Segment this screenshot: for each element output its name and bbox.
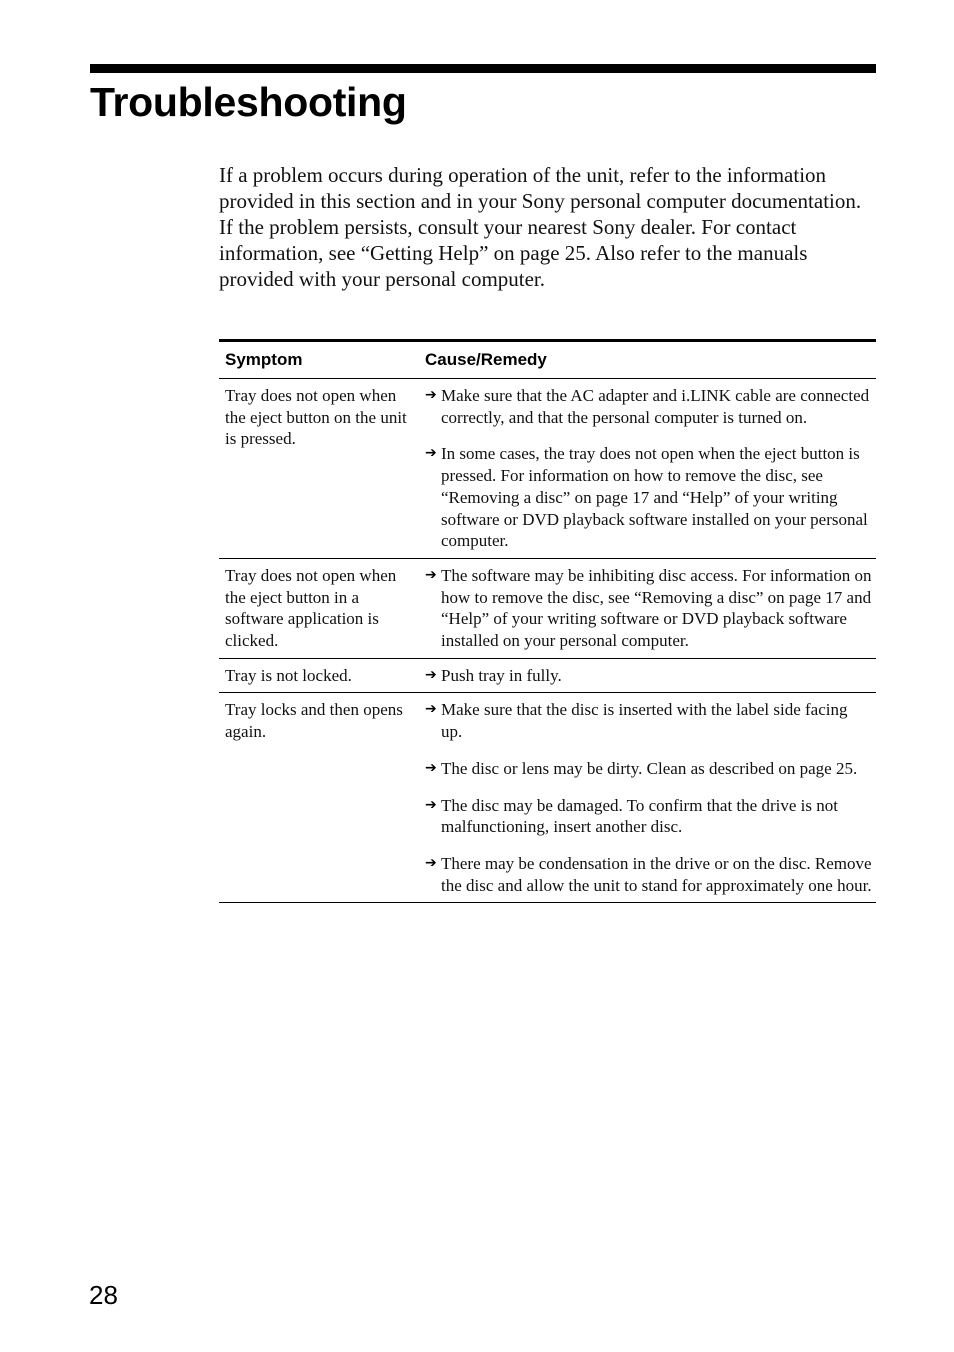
table-row	[219, 658, 876, 693]
remedy-cell	[419, 558, 876, 658]
right-arrow-icon: ➔	[425, 796, 437, 813]
remedy-text: Make sure that the disc is inserted with the label side facing up.	[441, 700, 848, 742]
remedy-text: Make sure that the AC adapter and i.LINK cable are connected correctly, and that the personal computer is turned on.	[441, 386, 870, 427]
remedy-cell	[419, 693, 876, 903]
table-row	[219, 379, 876, 559]
page-title: Troubleshooting	[90, 79, 407, 125]
page-number: 28	[89, 1280, 118, 1310]
symptom-cell: Tray does not open when the eject button on the unit is pressed.	[219, 379, 419, 559]
table-row	[219, 558, 876, 658]
title-rule	[90, 64, 876, 73]
remedy-text: There may be condensation in the drive or on the disc. Remove the disc and allow the unit to stand for approximately one hour.	[441, 853, 872, 895]
remedy-text: The disc or lens may be dirty. Clean as described on page 25.	[441, 758, 858, 778]
remedy-item	[425, 699, 872, 742]
troubleshooting-table	[219, 339, 876, 903]
remedy-item	[425, 443, 872, 552]
remedy-cell	[419, 379, 876, 559]
remedy-text: In some cases, the tray does not open when the eject button is pressed. For information on how to remove the disc, see “Removing a disc” on page 17 and “Help” of your writing software or DVD playback software installed on your personal computer.	[441, 444, 868, 551]
remedy-header: Cause/Remedy	[419, 341, 876, 379]
remedy-cell	[419, 658, 876, 693]
remedy-item	[425, 795, 872, 838]
remedy-text: The disc may be damaged. To confirm that the drive is not malfunctioning, insert another disc.	[441, 795, 838, 837]
symptom-header: Symptom	[219, 341, 419, 379]
remedy-item	[425, 385, 872, 428]
right-arrow-icon: ➔	[425, 701, 437, 718]
symptom-cell: Tray locks and then opens again.	[219, 693, 419, 903]
remedy-item	[425, 758, 872, 780]
table-row	[219, 693, 876, 903]
remedy-text: Push tray in fully.	[441, 665, 562, 685]
remedy-item	[425, 853, 872, 896]
right-arrow-icon: ➔	[425, 759, 437, 776]
right-arrow-icon: ➔	[425, 854, 437, 871]
remedy-item	[425, 665, 872, 687]
symptom-cell: Tray does not open when the eject button in a software application is clicked.	[219, 558, 419, 658]
right-arrow-icon: ➔	[425, 445, 437, 462]
right-arrow-icon: ➔	[425, 666, 437, 683]
remedy-text: The software may be inhibiting disc access. For information on how to remove the disc, see “Removing a disc” on page 17 and “Help” of your writing software or DVD playback software installed on your personal computer.	[441, 565, 872, 651]
remedy-item	[425, 565, 872, 652]
intro-paragraph: If a problem occurs during operation of the unit, refer to the information provided in this section and in your Sony personal computer documentation. If the problem persists, consult your nearest Sony dealer. For contact information, see “Getting Help” on page 25. Also refer to the manuals provided with your personal computer.	[219, 163, 862, 291]
table-header-row	[219, 341, 876, 379]
symptom-cell: Tray is not locked.	[219, 658, 419, 693]
right-arrow-icon: ➔	[425, 566, 437, 583]
right-arrow-icon: ➔	[425, 387, 437, 403]
table-body	[219, 379, 876, 903]
